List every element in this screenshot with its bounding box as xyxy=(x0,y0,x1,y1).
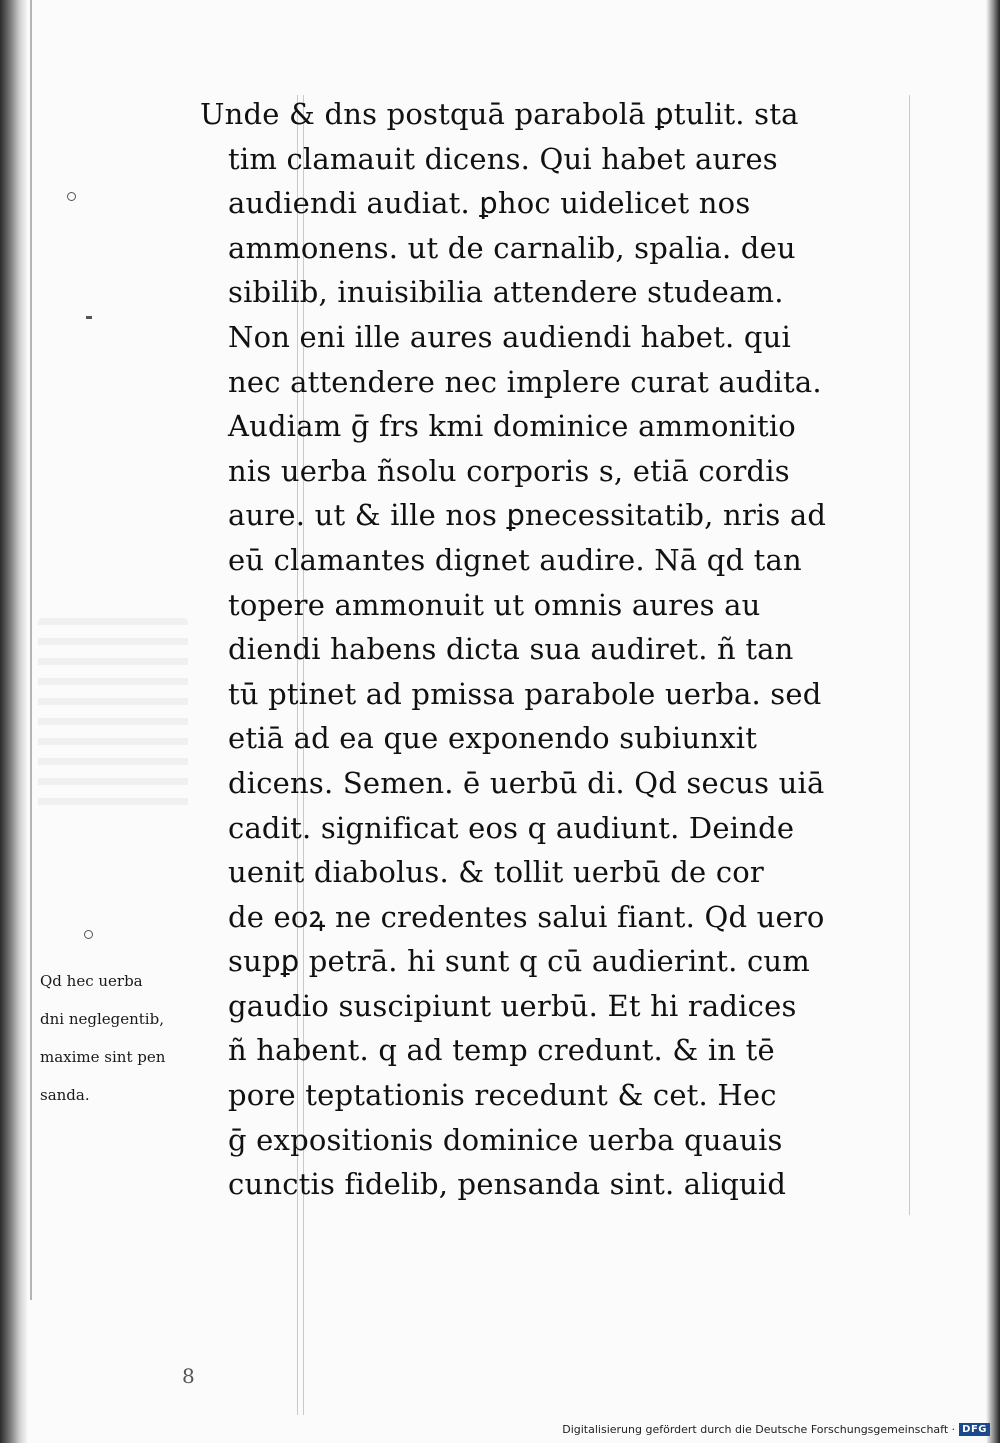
text-line: pore teptationis recedunt & cet. Hec xyxy=(228,1078,777,1113)
text-line: Non eni ille aures audiendi habet. qui xyxy=(228,319,791,354)
pricking-hole xyxy=(67,192,76,201)
main-text-block xyxy=(200,92,935,1207)
marginal-note-line: maxime sint pen xyxy=(40,1048,166,1066)
show-through-text xyxy=(38,618,188,808)
text-line: de eoꝝ ne credentes salui fiant. Qd uero xyxy=(228,899,825,934)
text-line: cunctis fidelib, pensanda sint. aliquid xyxy=(228,1167,787,1202)
marginal-note-line: dni neglegentib, xyxy=(40,1010,164,1028)
text-line: ammonens. ut de carnalib, spalia. deu xyxy=(228,230,796,265)
text-line: gaudio suscipiunt uerbū. Et hi radices xyxy=(228,988,797,1023)
text-line: audiendi audiat. ꝑhoc uidelicet nos xyxy=(228,186,751,221)
margin-mark xyxy=(86,316,92,319)
text-line: aure. ut & ille nos ꝑnecessitatib, nris ad xyxy=(228,498,827,533)
pricking-hole xyxy=(84,930,93,939)
text-line: uenit diabolus. & tollit uerbū de cor xyxy=(228,855,764,890)
marginal-note-line: Qd hec uerba xyxy=(40,972,143,990)
text-line: Audiam ḡ frs kmi dominice ammonitio xyxy=(228,409,796,444)
text-line: supꝑ petrā. hi sunt q cū audierint. cum xyxy=(228,944,811,979)
text-line: eū clamantes dignet audire. Nā qd tan xyxy=(228,542,802,577)
text-line: topere ammonuit ut omnis aures au xyxy=(228,587,761,622)
leaf-edge-line xyxy=(30,0,32,1300)
text-line: tim clamauit dicens. Qui habet aures xyxy=(228,141,778,176)
text-line: cadit. significat eos q audiunt. Deinde xyxy=(228,810,795,845)
text-line: tū ptinet ad pmissa parabole uerba. sed xyxy=(228,676,822,711)
text-line: sibilib, inuisibilia attendere studeam. xyxy=(228,275,784,310)
text-line: nis uerba ñsolu corporis s, etiā cordis xyxy=(228,453,790,488)
footer-credit xyxy=(562,1421,990,1437)
text-line: ḡ expositionis dominice uerba quauis xyxy=(228,1122,783,1157)
marginal-note-line: sanda. xyxy=(40,1086,90,1104)
text-line: nec attendere nec implere curat audita. xyxy=(228,364,822,399)
text-line: Unde & dns postquā parabolā ꝑtulit. sta xyxy=(200,97,799,131)
marginal-note xyxy=(40,962,210,1114)
text-line: dicens. Semen. ē uerbū di. Qd secus uiā xyxy=(228,765,825,800)
binding-shadow xyxy=(0,0,28,1443)
dfg-logo: DFG xyxy=(959,1423,990,1436)
text-line: etiā ad ea que exponendo subiunxit xyxy=(228,721,758,756)
page-edge-shadow xyxy=(986,0,1000,1443)
footer-credit-text: Digitalisierung gefördert durch die Deutsche Forschungsgemeinschaft · xyxy=(562,1422,956,1436)
folio-number: 8 xyxy=(182,1364,195,1388)
text-line: ñ habent. q ad temp credunt. & in tē xyxy=(228,1033,775,1068)
text-line: diendi habens dicta sua audiret. ñ tan xyxy=(228,632,794,667)
